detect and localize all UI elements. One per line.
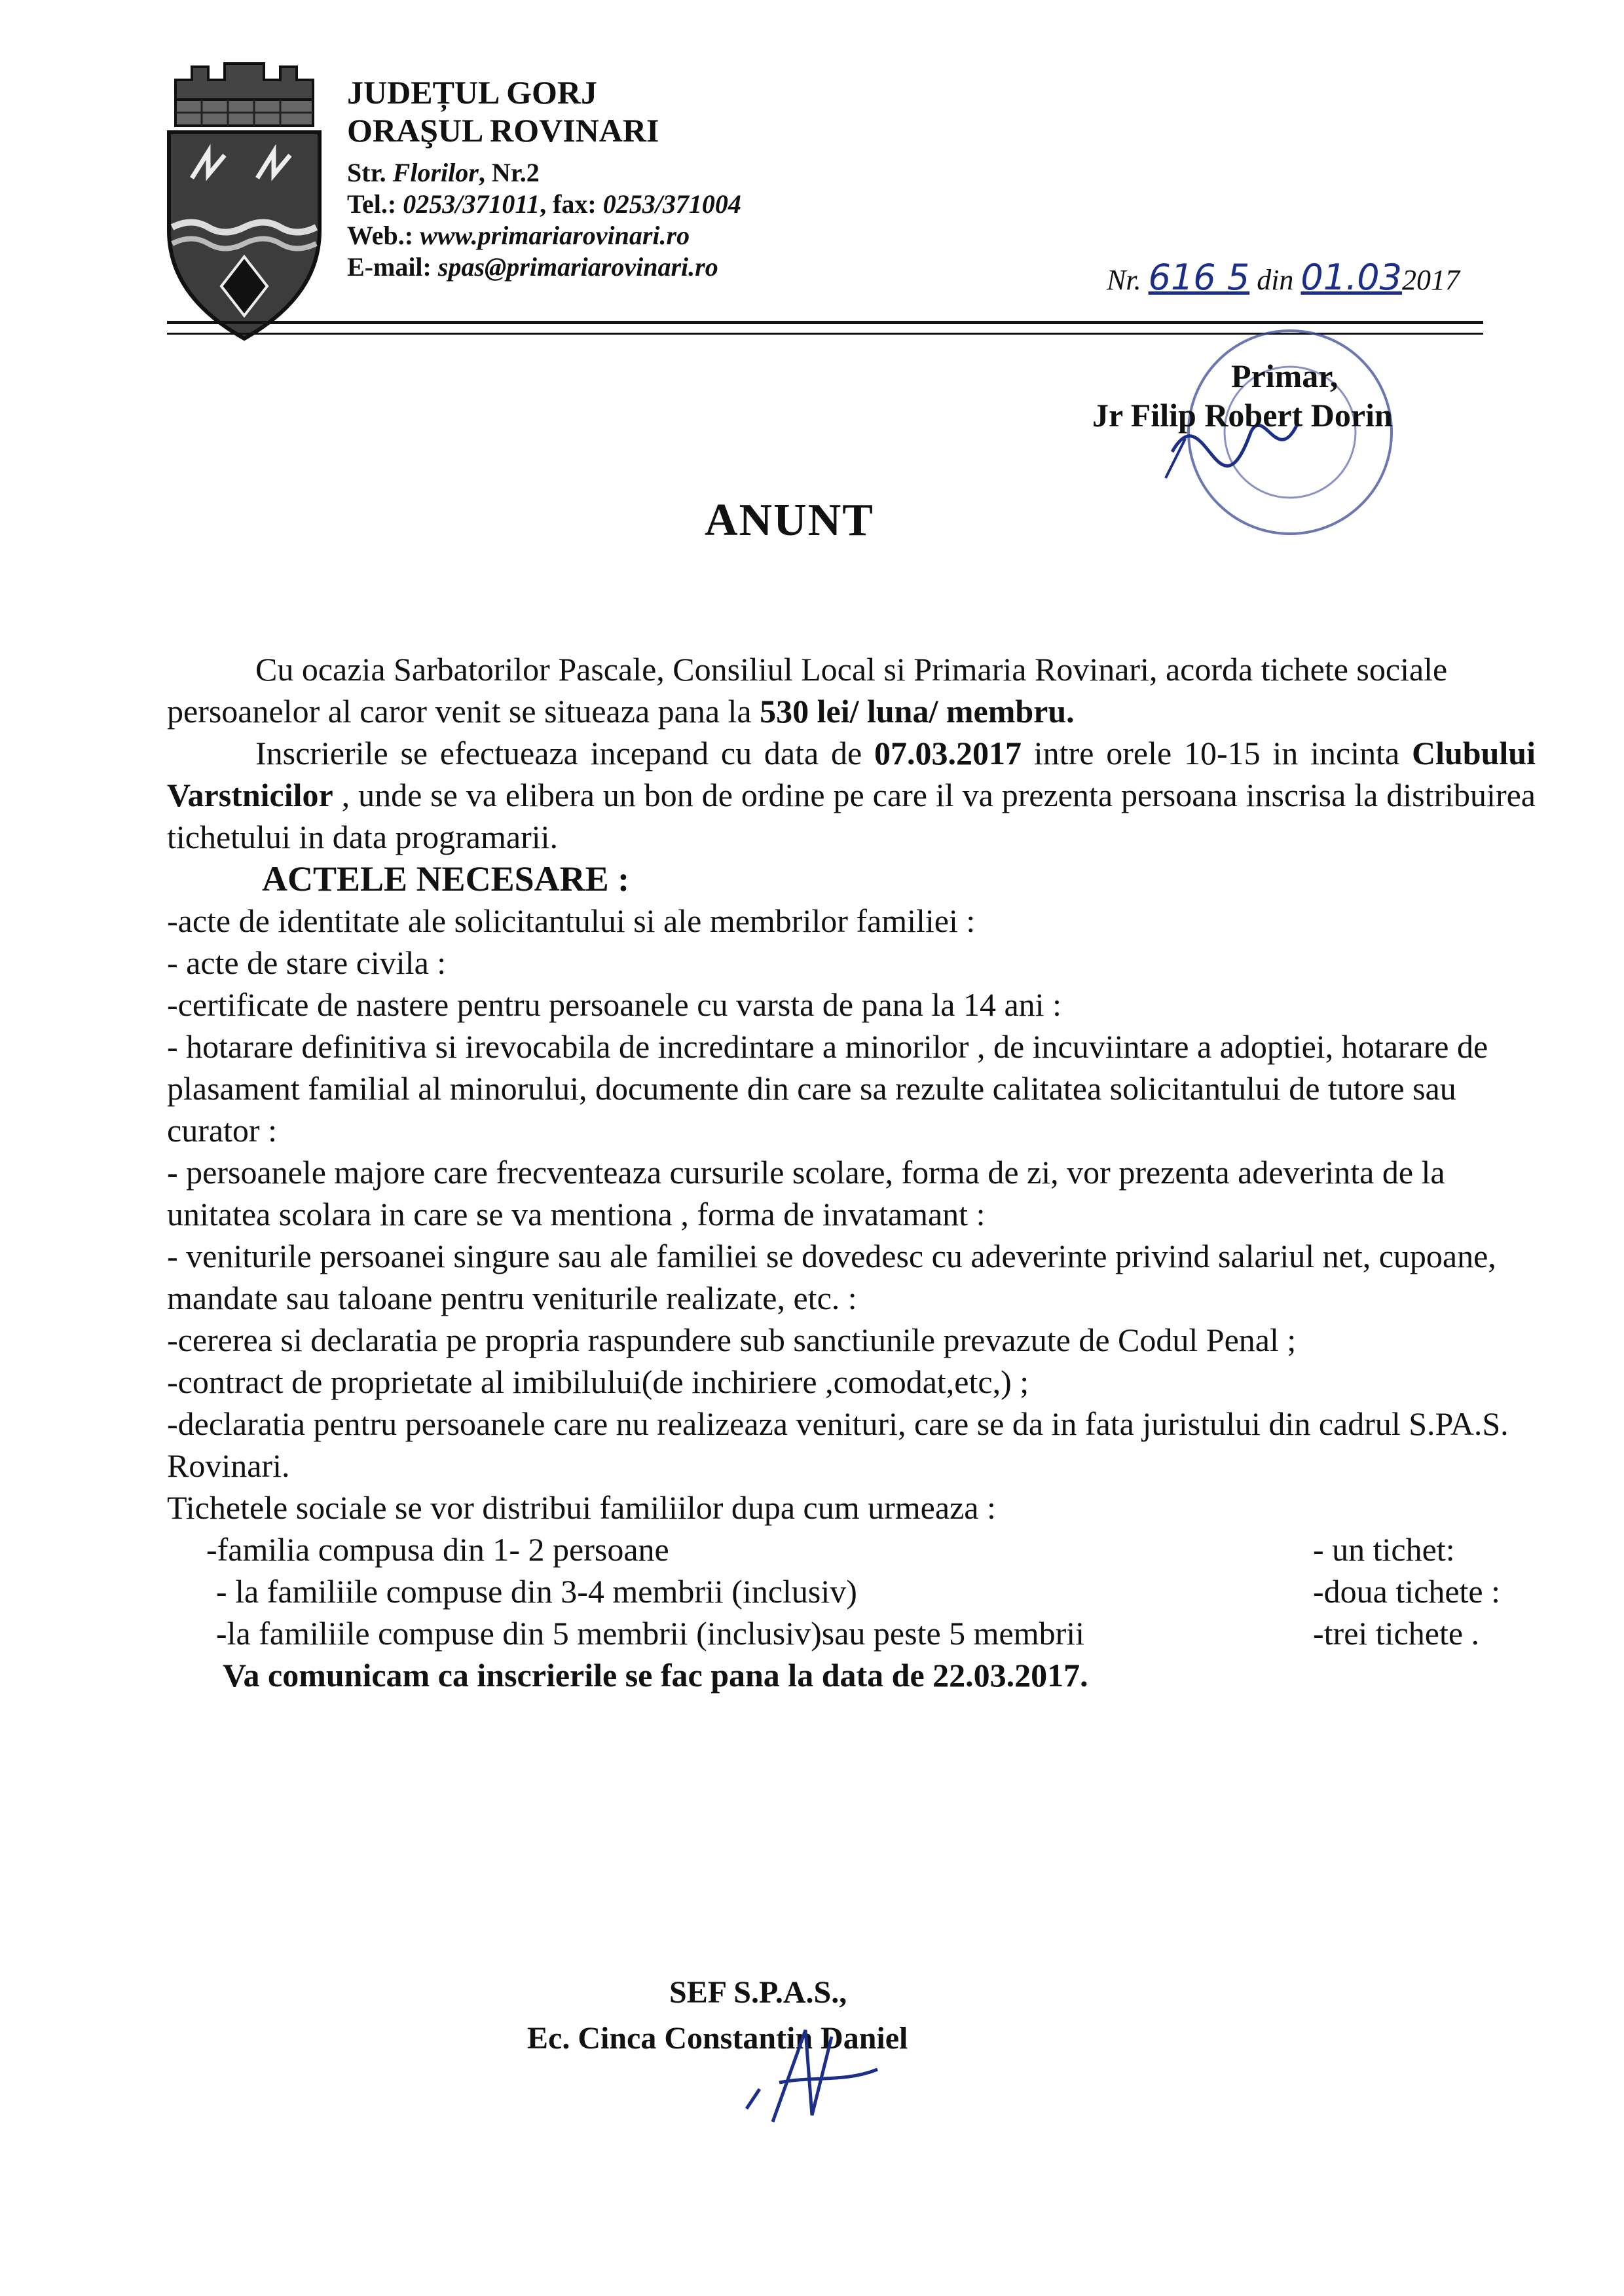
required-documents-heading: ACTELE NECESARE :	[262, 859, 630, 898]
list-item: -contract de proprietate al imibilului(de inchiriere ,comodat,etc,) ;	[167, 1363, 1029, 1400]
address-line: Str. Florilor, Nr.2	[347, 158, 540, 187]
paragraph-registration: Inscrierile se efectueaza incepand cu data de 07.03.2017 intre orele 10-15 in incinta Clubului Varstnicilor , unde se va elibera un bon de ordine pe care il va prezenta persoana inscrisa la distribuirea tichetului in data programarii.	[167, 735, 1536, 855]
list-item: - hotarare definitiva si irevocabila de incredintare a minorilor , de incuviintare a adoptiei, hotarare de plasament familial al minorului, documente din care sa rezulte calitatea solicitantului de tutore sau curator :	[167, 1028, 1488, 1149]
document-title: ANUNT	[705, 495, 874, 546]
signature-icon	[733, 2017, 884, 2128]
announcement-body	[167, 648, 1536, 1696]
email-line: E-mail: spas@primariarovinari.ro	[347, 252, 718, 282]
list-item: -acte de identitate ale solicitantului si ale membrilor familiei :	[167, 902, 976, 939]
coat-of-arms-icon	[162, 60, 326, 342]
letterhead	[347, 73, 741, 283]
town-name: ORAŞUL ROVINARI	[347, 112, 659, 149]
closing-note: Va comunicam ca inscrierile se fac pana la data de 22.03.2017.	[223, 1657, 1088, 1694]
list-item: -cererea si declaratia pe propria raspundere sub sanctiunile prevazute de Codul Penal ;	[167, 1322, 1297, 1358]
distribution-row: - la familiile compuse din 3-4 membrii (inclusiv) -doua tichete :	[216, 1573, 1500, 1610]
registration-number-value: 616 5	[1148, 257, 1250, 298]
mayor-role: Primar,	[1231, 358, 1338, 394]
mayor-name: Jr Filip Robert Dorin	[1092, 397, 1393, 434]
phone-line: Tel.: 0253/371011, fax: 0253/371004	[347, 189, 741, 219]
paragraph-intro: Cu ocazia Sarbatorilor Pascale, Consiliul Local si Primaria Rovinari, acorda tichete sociale persoanelor al caror venit se situeaza pana la 530 lei/ luna/ membru.	[167, 651, 1448, 730]
list-item: -certificate de nastere pentru persoanele cu varsta de pana la 14 ani :	[167, 986, 1061, 1023]
distribution-intro: Tichetele sociale se vor distribui familiilor dupa cum urmeaza :	[167, 1489, 996, 1526]
county-name: JUDEȚUL GORJ	[347, 74, 598, 111]
list-item: - veniturile persoanei singure sau ale familiei se dovedesc cu adeverinte privind salariul net, cupoane, mandate sau taloane pentru veniturile realizate, etc. :	[167, 1238, 1496, 1316]
signatory-role: SEF S.P.A.S.,	[669, 1975, 847, 2010]
registration-date: 01.03	[1301, 257, 1403, 298]
list-item: -declaratia pentru persoanele care nu realizeaza venituri, care se da in fata juristului din cadrul S.PA.S. Rovinari.	[167, 1405, 1509, 1484]
web-line: Web.: www.primariarovinari.ro	[347, 221, 690, 250]
signatory-name: Ec. Cinca Constantin Daniel	[527, 2021, 908, 2056]
list-item: - persoanele majore care frecventeaza cursurile scolare, forma de zi, vor prezenta adeverinta de la unitatea scolara in care se va mentiona , forma de invatamant :	[167, 1154, 1445, 1232]
distribution-row: -la familiile compuse din 5 membrii (inclusiv)sau peste 5 membrii -trei tichete .	[216, 1615, 1480, 1652]
registration-number: Nr. 616 5 din 01.032017	[1107, 257, 1460, 298]
distribution-row: -familia compusa din 1- 2 persoane - un tichet:	[206, 1531, 1455, 1568]
list-item: - acte de stare civila :	[167, 944, 447, 981]
